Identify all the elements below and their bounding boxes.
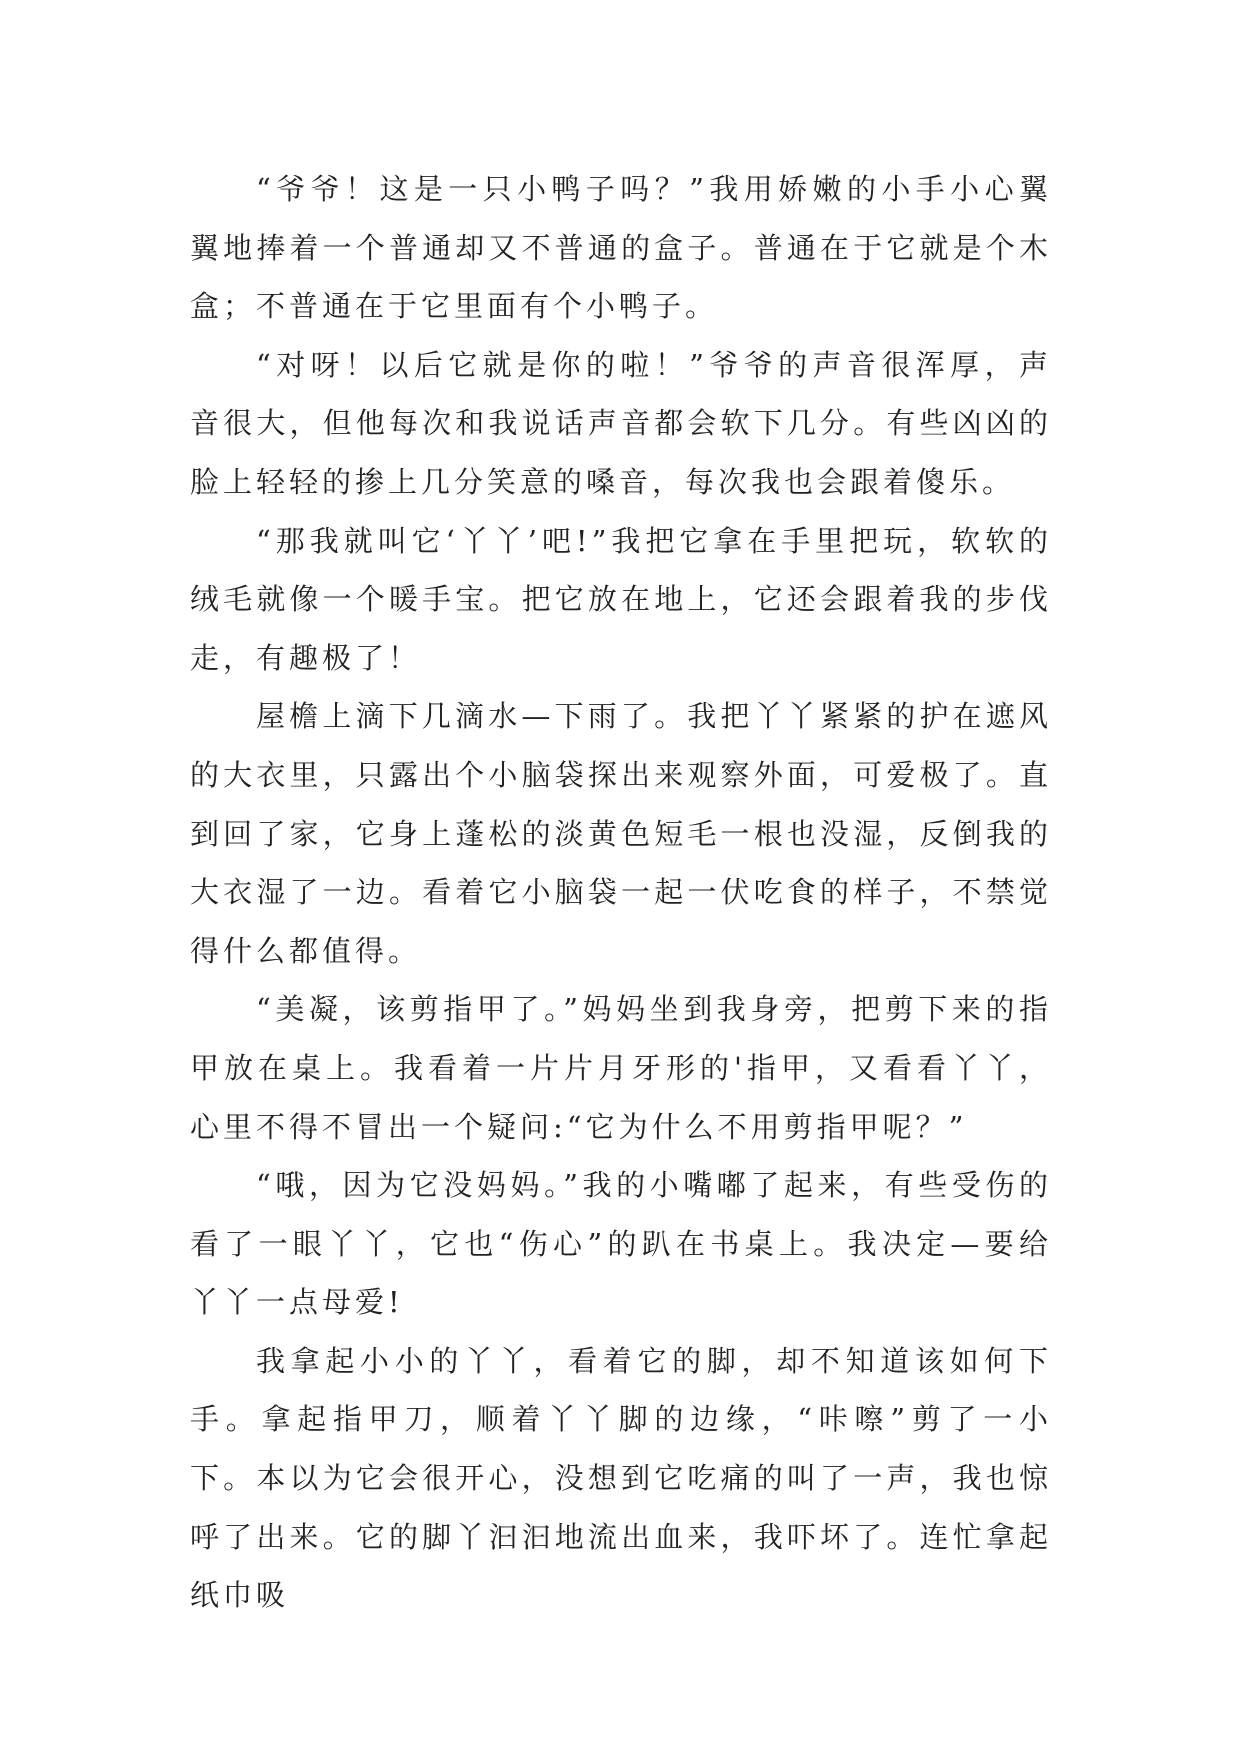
document-body bbox=[190, 160, 1052, 1625]
paragraph-3: “那我就叫它‘丫丫’吧!”我把它拿在手里把玩，软软的绒毛就像一个暖手宝。把它放在地上，它还会跟着我的步伐走，有趣极了！ bbox=[190, 523, 1052, 675]
paragraph-4: 屋檐上滴下几滴水—下雨了。我把丫丫紧紧的护在遮风的大衣里，只露出个小脑袋探出来观察外面，可爱极了。直到回了家，它身上蓬松的淡黄色短毛一根也没湿，反倒我的大衣湿了一边。看着它小脑袋一起一伏吃食的样子，不禁觉得什么都值得。 bbox=[190, 699, 1052, 968]
paragraph-6: “哦，因为它没妈妈。”我的小嘴嘟了起来，有些受伤的看了一眼丫丫，它也“伤心”的趴在书桌上。我决定—要给丫丫一点母爱! bbox=[190, 1168, 1052, 1320]
paragraph-5: “美凝，该剪指甲了。”妈妈坐到我身旁，把剪下来的指甲放在桌上。我看着一片片月牙形的'指甲，又看看丫丫，心里不得不冒出一个疑问:“它为什么不用剪指甲呢？” bbox=[190, 992, 1052, 1144]
paragraph-2: “对呀！以后它就是你的啦！”爷爷的声音很浑厚，声音很大，但他每次和我说话声音都会软下几分。有些凶凶的脸上轻轻的掺上几分笑意的嗓音，每次我也会跟着傻乐。 bbox=[190, 347, 1052, 499]
paragraph-1: “爷爷！这是一只小鸭子吗？”我用娇嫩的小手小心翼翼地捧着一个普通却又不普通的盒子。普通在于它就是个木盒；不普通在于它里面有个小鸭子。 bbox=[190, 172, 1052, 324]
paragraph-7: 我拿起小小的丫丫，看着它的脚，却不知道该如何下手。拿起指甲刀，顺着丫丫脚的边缘，“咔嚓”剪了一小下。本以为它会很开心，没想到它吃痛的叫了一声，我也惊呼了出来。它的脚丫汩汩地流出血来，我吓坏了。连忙拿起纸巾吸 bbox=[190, 1343, 1052, 1613]
